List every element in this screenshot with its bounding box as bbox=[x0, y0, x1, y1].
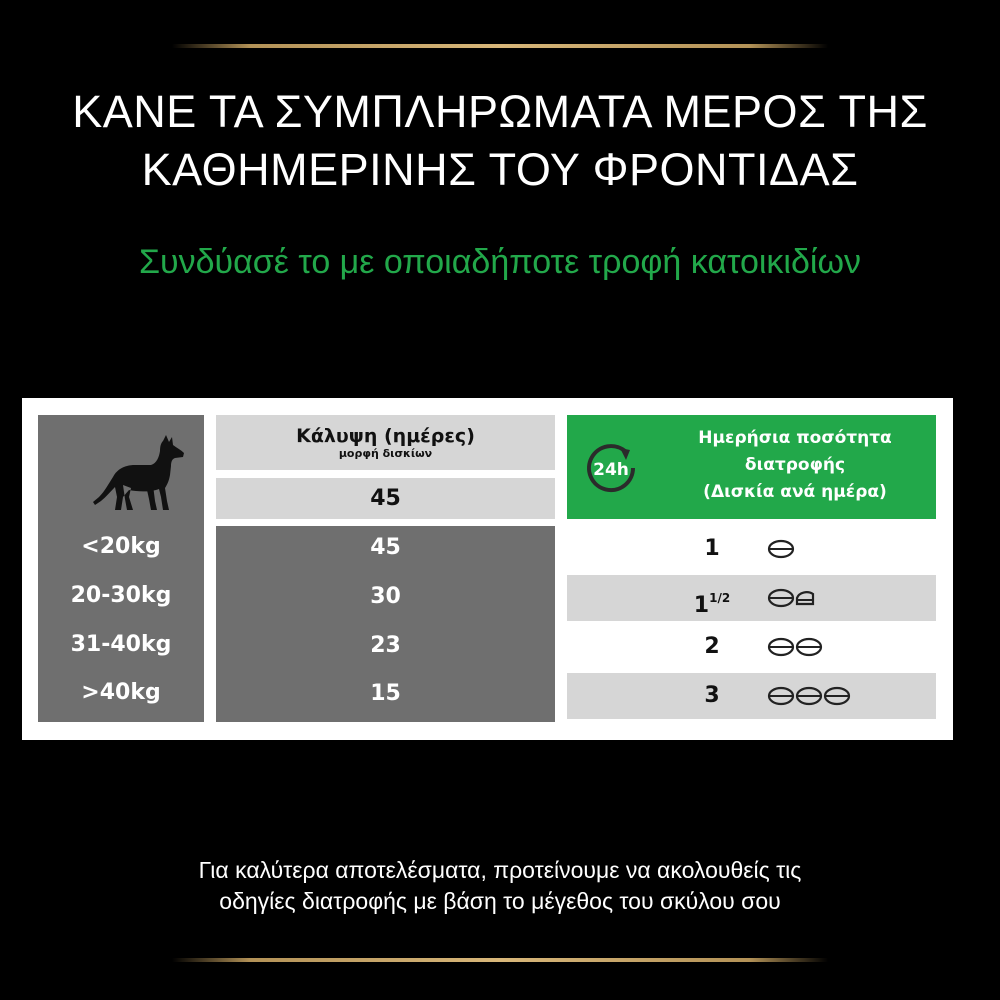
tablet-icon bbox=[769, 688, 793, 704]
daily-dose-header-line: (Δισκία ανά ημέρα) bbox=[703, 482, 887, 502]
tablet-icons bbox=[767, 586, 867, 612]
weight-label: 31-40kg bbox=[70, 632, 172, 657]
tablet-icons bbox=[767, 635, 867, 661]
weight-label: 20-30kg bbox=[70, 583, 172, 608]
daily-dose-header-text bbox=[665, 425, 925, 506]
24h-clock-icon bbox=[579, 442, 645, 494]
coverage-header-title: Κάλυψη (ημέρες) bbox=[296, 424, 475, 447]
dog-silhouette-icon bbox=[93, 435, 185, 511]
weight-column bbox=[38, 415, 204, 722]
tablet-icons bbox=[767, 684, 867, 710]
dose-row bbox=[567, 624, 936, 670]
tablet-icon bbox=[769, 639, 793, 655]
footer-line-2: οδηγίες διατροφής με βάση το μέγεθος του σκύλου σου bbox=[219, 888, 781, 914]
dose-row bbox=[567, 526, 936, 572]
dose-value: $1^{1/2}$ bbox=[693, 591, 731, 618]
weight-label: >40kg bbox=[81, 680, 161, 705]
coverage-value: 15 bbox=[370, 681, 401, 706]
footer-line-1: Για καλύτερα αποτελέσματα, προτείνουμε να ακολουθείς τις bbox=[198, 857, 802, 883]
coverage-column bbox=[216, 526, 555, 722]
coverage-value: 30 bbox=[370, 584, 401, 609]
coverage-value: 45 bbox=[370, 535, 401, 560]
tablet-icon bbox=[769, 590, 793, 606]
dose-value: 2 bbox=[704, 634, 720, 659]
tablet-icon bbox=[825, 688, 849, 704]
feeding-table bbox=[22, 398, 953, 740]
daily-dose-header bbox=[567, 415, 936, 519]
tablet-icon bbox=[797, 639, 821, 655]
daily-dose-header-line: διατροφής bbox=[744, 455, 846, 475]
tablet-icons bbox=[767, 537, 867, 563]
dose-value: 1 bbox=[704, 536, 720, 561]
subtitle: Συνδύασέ το με οποιαδήποτε τροφή κατοικιδίων bbox=[139, 243, 861, 281]
weight-label: <20kg bbox=[81, 534, 161, 559]
daily-dose-header-line: Ημερήσια ποσότητα bbox=[698, 428, 892, 448]
coverage-value: 23 bbox=[370, 633, 401, 658]
coverage-header-subtitle: μορφή δισκίων bbox=[338, 446, 433, 460]
headline-line-1: ΚΑΝΕ ΤΑ ΣΥΜΠΛΗΡΩΜΑΤΑ ΜΕΡΟΣ ΤΗΣ bbox=[72, 86, 928, 137]
top-accent-line bbox=[172, 44, 828, 48]
coverage-header bbox=[216, 415, 555, 470]
coverage-package-value: 45 bbox=[216, 478, 555, 519]
dose-value: 3 bbox=[704, 683, 720, 708]
tablet-icon bbox=[769, 541, 793, 557]
half-tablet-icon bbox=[797, 592, 813, 604]
bottom-accent-line bbox=[172, 958, 828, 962]
dose-row bbox=[567, 575, 936, 621]
footer-note bbox=[0, 855, 1000, 917]
headline-line-2: ΚΑΘΗΜΕΡΙΝΗΣ ΤΟΥ ΦΡΟΝΤΙΔΑΣ bbox=[141, 144, 859, 195]
dose-row bbox=[567, 673, 936, 719]
tablet-icon bbox=[797, 688, 821, 704]
clock-label: 24h bbox=[593, 460, 629, 480]
